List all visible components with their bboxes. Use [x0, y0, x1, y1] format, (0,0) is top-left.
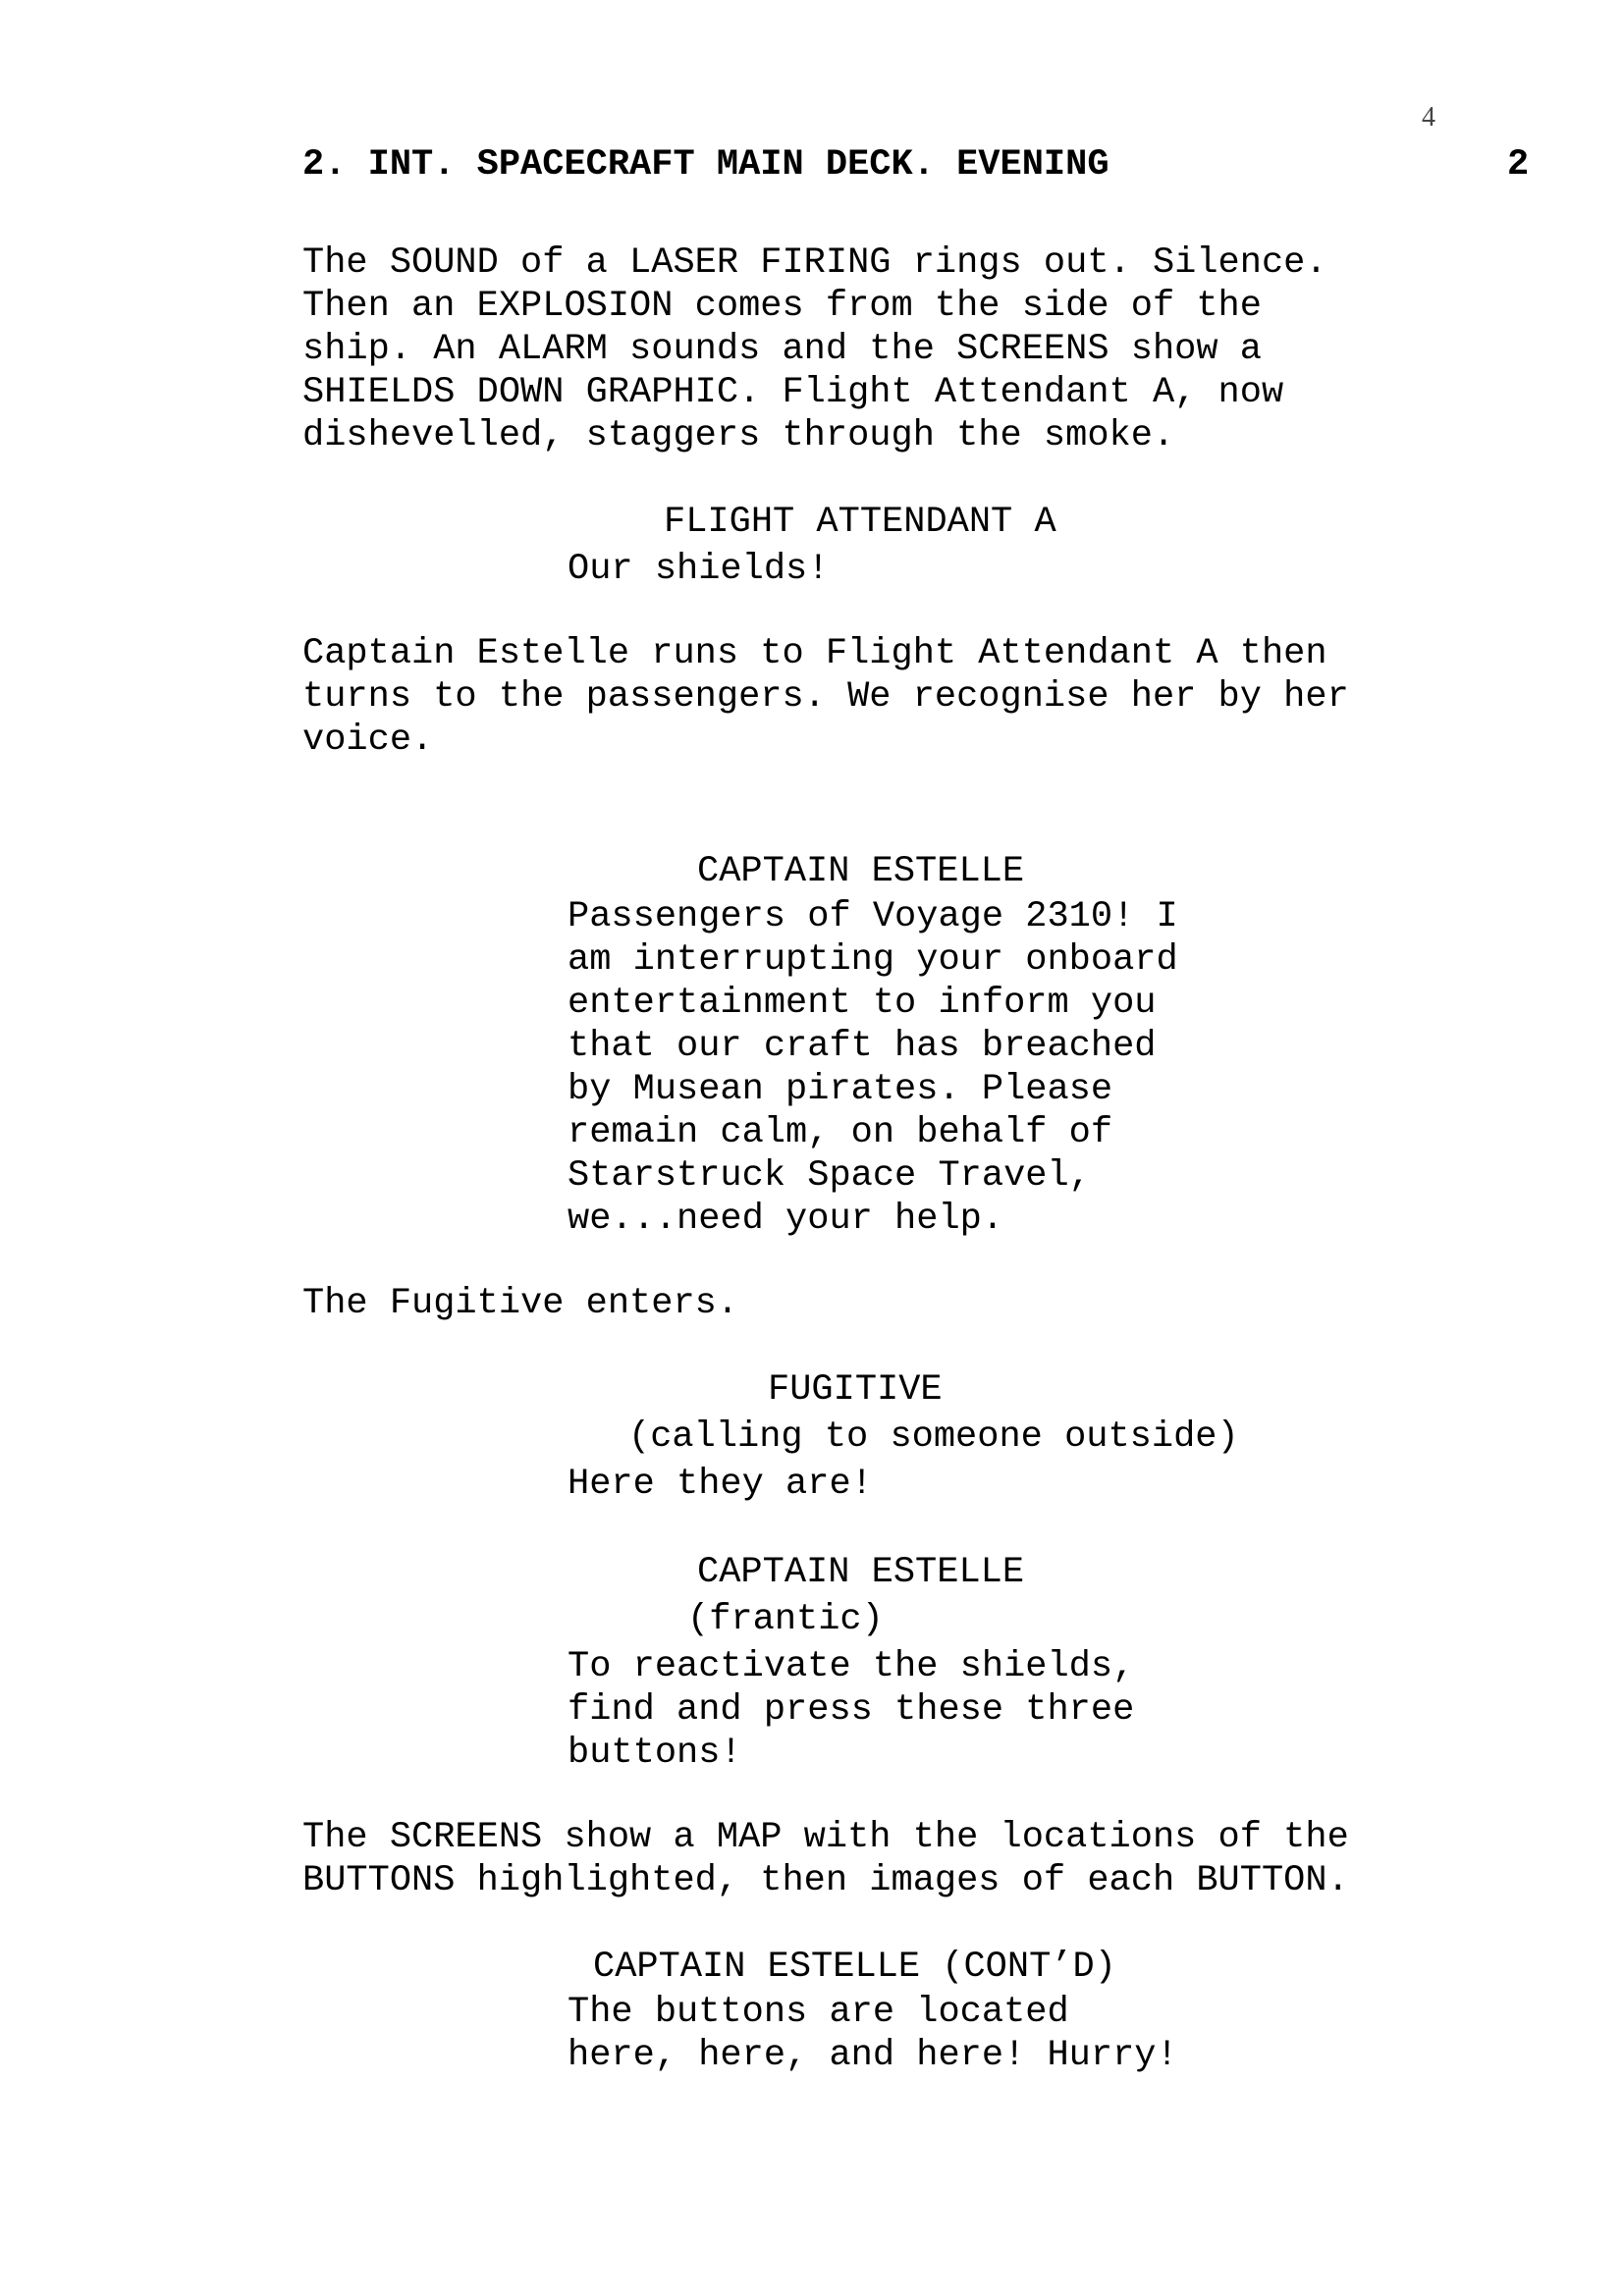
parenthetical: (frantic)	[687, 1599, 884, 1640]
action-line: The SCREENS show a MAP with the locations of the	[302, 1817, 1349, 1858]
dialogue-line: entertainment to inform you	[568, 983, 1157, 1024]
action-line: SHIELDS DOWN GRAPHIC. Flight Attendant A, now	[302, 372, 1284, 413]
parenthetical: (calling to someone outside)	[628, 1416, 1239, 1458]
dialogue-line: The buttons are located	[568, 1992, 1069, 2033]
action-line: Then an EXPLOSION comes from the side of the	[302, 286, 1262, 327]
character-name: CAPTAIN ESTELLE	[697, 1552, 1025, 1593]
action-line: turns to the passengers. We recognise her by her	[302, 676, 1349, 718]
dialogue-line: by Musean pirates. Please	[568, 1069, 1113, 1110]
character-name: FLIGHT ATTENDANT A	[664, 502, 1056, 543]
dialogue-line: am interrupting your onboard	[568, 939, 1178, 981]
action-line: Captain Estelle runs to Flight Attendant A then	[302, 633, 1327, 674]
character-name: FUGITIVE	[768, 1369, 943, 1411]
character-name: CAPTAIN ESTELLE	[697, 851, 1025, 892]
scene-number: 2	[1507, 144, 1530, 186]
action-line: The Fugitive enters.	[302, 1283, 739, 1324]
page-number: 4	[1422, 102, 1435, 133]
dialogue-line: To reactivate the shields,	[568, 1646, 1135, 1687]
action-line: dishevelled, staggers through the smoke.	[302, 415, 1175, 456]
action-line: BUTTONS highlighted, then images of each BUTTON.	[302, 1860, 1349, 1901]
scene-heading: 2. INT. SPACECRAFT MAIN DECK. EVENING	[302, 144, 1109, 186]
action-line: voice.	[302, 720, 434, 761]
dialogue-line: here, here, and here! Hurry!	[568, 2035, 1178, 2076]
dialogue-line: Our shields!	[568, 549, 830, 590]
dialogue-line: that our craft has breached	[568, 1026, 1157, 1067]
dialogue-line: find and press these three	[568, 1689, 1135, 1731]
dialogue-line: Passengers of Voyage 2310! I	[568, 896, 1178, 937]
character-name: CAPTAIN ESTELLE (CONT’D)	[593, 1947, 1116, 1988]
dialogue-line: buttons!	[568, 1733, 742, 1774]
dialogue-line: Here they are!	[568, 1464, 873, 1505]
action-line: The SOUND of a LASER FIRING rings out. Silence.	[302, 242, 1327, 284]
dialogue-line: we...need your help.	[568, 1199, 1004, 1240]
dialogue-line: Starstruck Space Travel,	[568, 1155, 1091, 1197]
action-line: ship. An ALARM sounds and the SCREENS show a	[302, 329, 1262, 370]
dialogue-line: remain calm, on behalf of	[568, 1112, 1113, 1153]
